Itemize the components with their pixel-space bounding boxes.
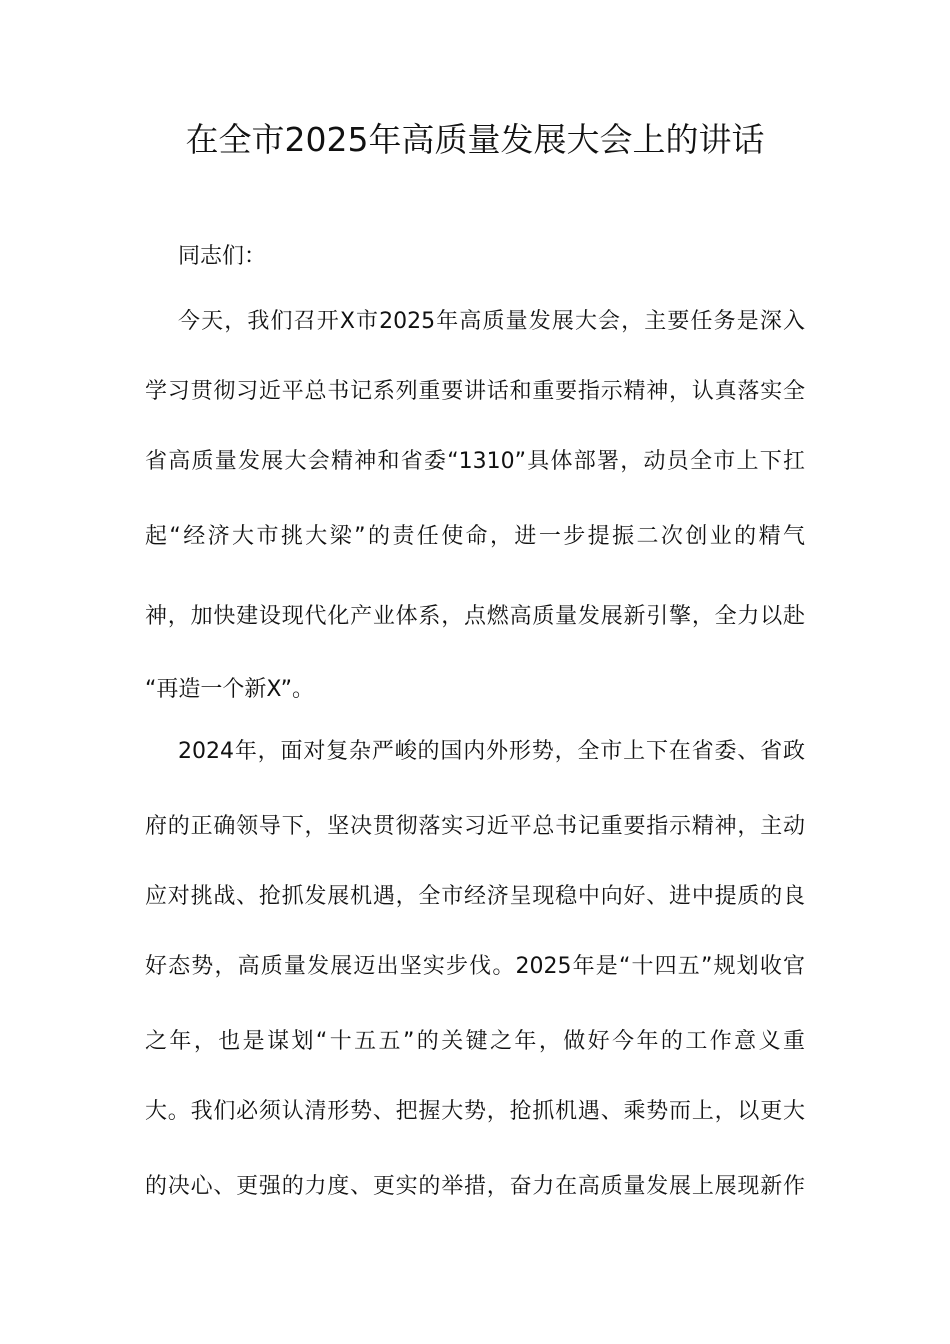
paragraph-line: 大。我们必须认清形势、把握大势，抢抓机遇、乘势而上，以更大	[145, 1099, 805, 1124]
paragraph-line: 省高质量发展大会精神和省委“1310”具体部署，动员全市上下扛	[145, 449, 805, 474]
paragraph-line: 之年，也是谋划“十五五”的关键之年，做好今年的工作意义重	[145, 1029, 805, 1054]
paragraph-line: 府的正确领导下，坚决贯彻落实习近平总书记重要指示精神，主动	[145, 814, 805, 839]
paragraph-line: 2024年，面对复杂严峻的国内外形势，全市上下在省委、省政	[178, 739, 805, 764]
document-title: 在全市2025年高质量发展大会上的讲话	[185, 120, 765, 159]
paragraph-line: 神，加快建设现代化产业体系，点燃高质量发展新引擎，全力以赴	[145, 604, 805, 629]
salutation: 同志们：	[178, 244, 267, 269]
paragraph-line: 应对挑战、抢抓发展机遇，全市经济呈现稳中向好、进中提质的良	[145, 884, 805, 909]
paragraph-line: 好态势，高质量发展迈出坚实步伐。2025年是“十四五”规划收官	[145, 954, 805, 979]
paragraph-line: 学习贯彻习近平总书记系列重要讲话和重要指示精神，认真落实全	[145, 379, 805, 404]
paragraph-line: 今天，我们召开X市2025年高质量发展大会，主要任务是深入	[178, 309, 805, 334]
paragraph-line: 的决心、更强的力度、更实的举措，奋力在高质量发展上展现新作	[145, 1174, 805, 1199]
paragraph-line: 起“经济大市挑大梁”的责任使命，进一步提振二次创业的精气	[145, 524, 805, 549]
paragraph-line: “再造一个新X”。	[145, 677, 314, 702]
